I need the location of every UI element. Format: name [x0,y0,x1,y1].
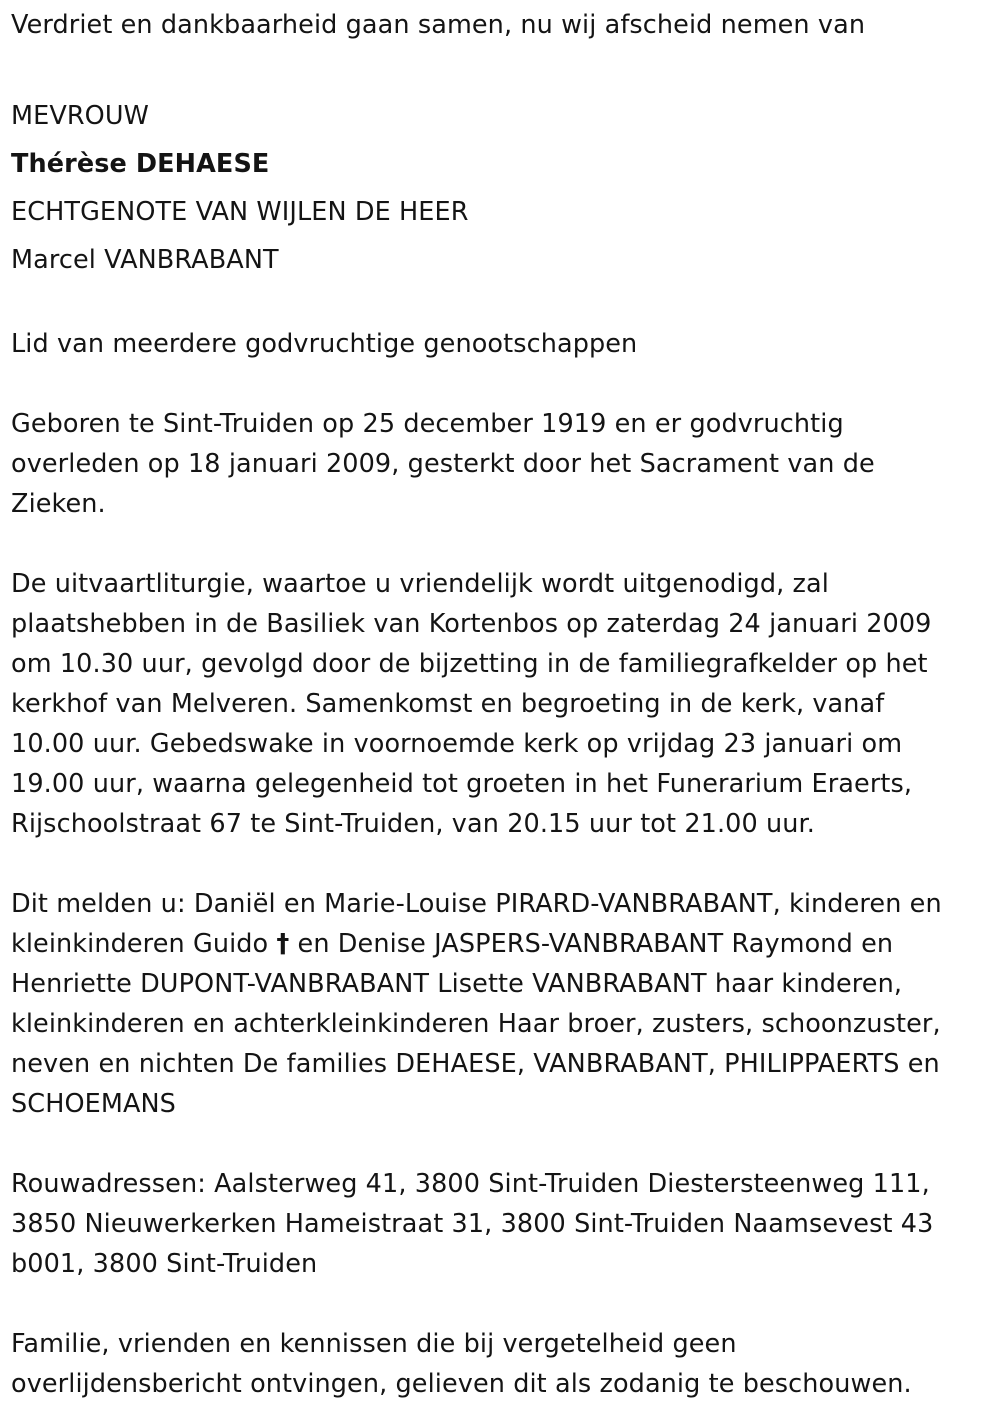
deceased-block [11,92,980,284]
funeral-paragraph [11,564,980,844]
paragraph-line: overleden op 18 januari 2009, gesterkt door het Sacrament van de [11,449,875,479]
paragraph-line [11,924,980,964]
family-paragraph [11,884,980,1124]
cross-icon: † [276,929,290,959]
spouse-name: Marcel VANBRABANT [11,245,279,275]
family-text: en Denise JASPERS-VANBRABANT Raymond en [289,929,894,959]
paragraph-line: overlijdensbericht ontvingen, gelieven dit als zodanig te beschouwen. [11,1369,912,1399]
spacer [11,524,980,564]
spacer [11,45,980,85]
deceased-relation: ECHTGENOTE VAN WIJLEN DE HEER [11,197,469,227]
paragraph-line: Zieken. [11,489,106,519]
deceased-title: MEVROUW [11,101,149,131]
spacer [11,1284,980,1324]
membership-text: Lid van meerdere godvruchtige genootschappen [11,329,638,359]
family-text: kleinkinderen Guido [11,929,277,959]
birth-death-paragraph [11,404,980,524]
paragraph-line: om 10.30 uur, gevolgd door de bijzetting in de familiegrafkelder op het [11,649,928,679]
paragraph-line: 10.00 uur. Gebedswake in voornoemde kerk op vrijdag 23 januari om [11,729,903,759]
spacer [11,1124,980,1164]
paragraph-line: SCHOEMANS [11,1089,176,1119]
paragraph-line: neven en nichten De families DEHAESE, VANBRABANT, PHILIPPAERTS en [11,1049,940,1079]
paragraph-line: 19.00 uur, waarna gelegenheid tot groeten in het Funerarium Eraerts, [11,769,913,799]
deceased-name: Thérèse DEHAESE [11,149,270,179]
paragraph-line: Geboren te Sint-Truiden op 25 december 1919 en er godvruchtig [11,409,844,439]
paragraph-line: Henriette DUPONT-VANBRABANT Lisette VANBRABANT haar kinderen, [11,969,903,999]
paragraph-line: kleinkinderen en achterkleinkinderen Haar broer, zusters, schoonzuster, [11,1009,941,1039]
spacer [11,844,980,884]
paragraph-line: 3850 Nieuwerkerken Hameistraat 31, 3800 Sint-Truiden Naamsevest 43 [11,1209,934,1239]
addresses-paragraph [11,1164,980,1284]
closing-paragraph [11,1324,980,1404]
spacer [11,284,980,324]
paragraph-line: plaatshebben in de Basiliek van Kortenbos op zaterdag 24 januari 2009 [11,609,932,639]
paragraph-line: Familie, vrienden en kennissen die bij vergetelheid geen [11,1329,737,1359]
spacer [11,364,980,404]
paragraph-line: kerkhof van Melveren. Samenkomst en begroeting in de kerk, vanaf [11,689,885,719]
paragraph-line: De uitvaartliturgie, waartoe u vriendelijk wordt uitgenodigd, zal [11,569,829,599]
paragraph-line: Dit melden u: Daniël en Marie-Louise PIRARD-VANBRABANT, kinderen en [11,889,942,919]
paragraph-line: Rijschoolstraat 67 te Sint-Truiden, van 20.15 uur tot 21.00 uur. [11,809,815,839]
paragraph-line: b001, 3800 Sint-Truiden [11,1249,318,1279]
intro-text: Verdriet en dankbaarheid gaan samen, nu wij afscheid nemen van [11,10,866,40]
paragraph-line: Rouwadressen: Aalsterweg 41, 3800 Sint-Truiden Diestersteenweg 111, [11,1169,930,1199]
